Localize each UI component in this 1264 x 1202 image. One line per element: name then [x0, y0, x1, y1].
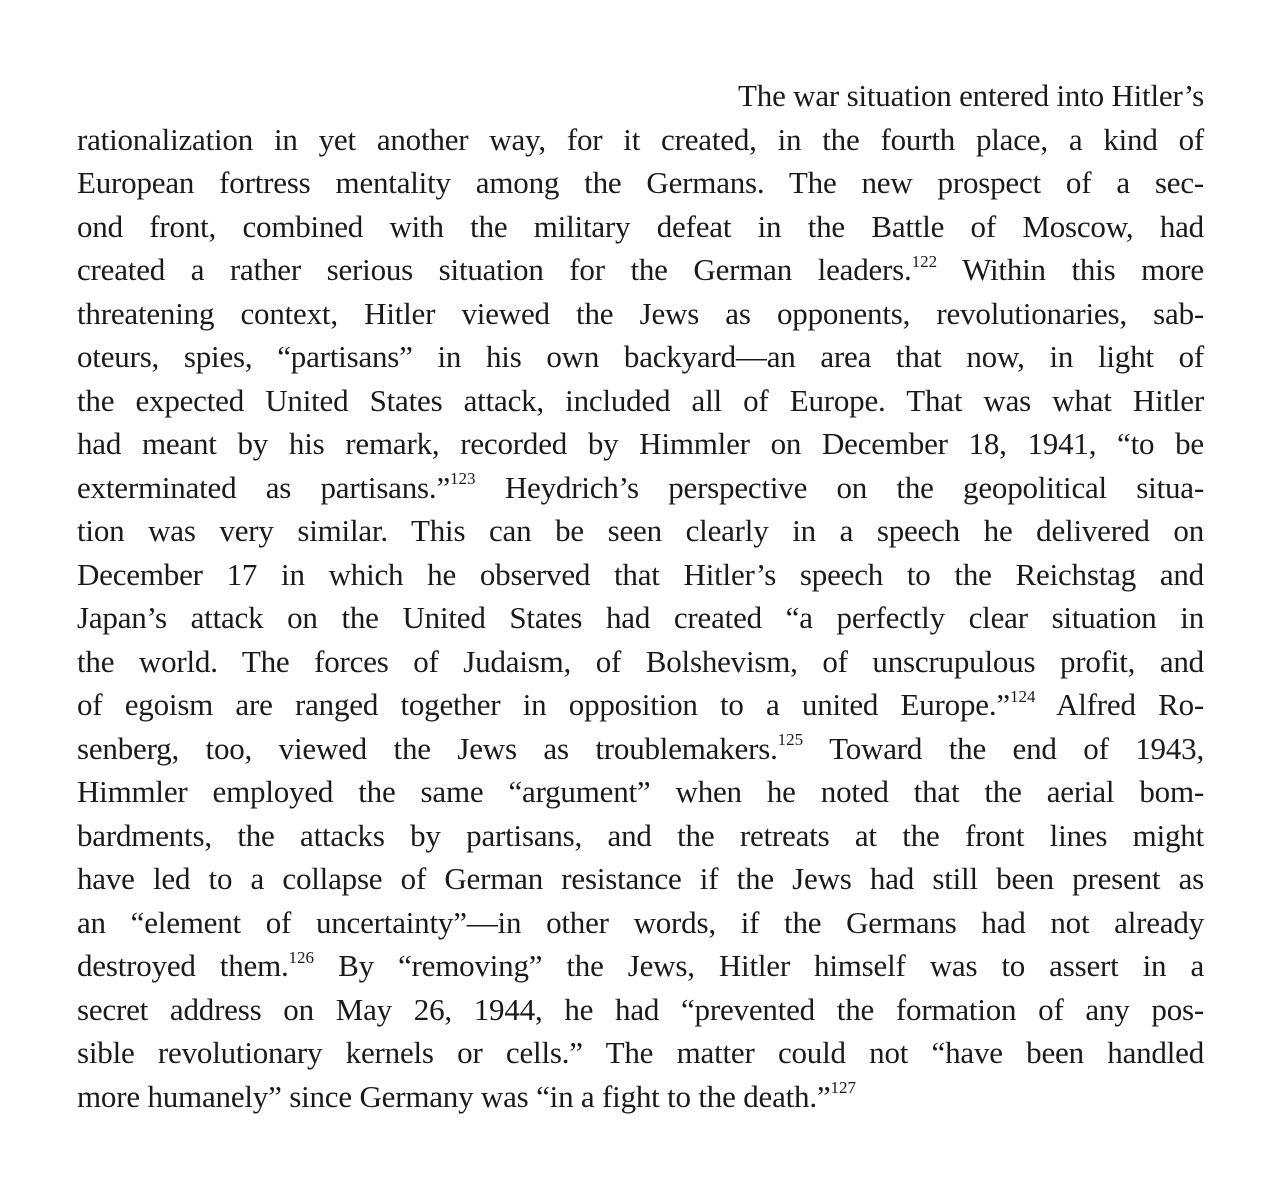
line-text: Toward the end of 1943,	[803, 730, 1204, 766]
line-text: exterminated as partisans.”	[77, 469, 451, 505]
text-line	[77, 466, 1204, 510]
line-text: sible revolutionary kernels or cells.” The matter could not “have been handled	[77, 1035, 1204, 1070]
text-line	[77, 770, 1204, 814]
text-line	[77, 727, 1204, 771]
text-line	[77, 379, 1204, 423]
footnote-reference[interactable]: 122	[911, 251, 938, 271]
line-text: ond front, combined with the military defeat in the Battle of Moscow, had	[77, 208, 1204, 244]
text-line	[77, 640, 1204, 684]
line-text: Himmler employed the same “argument” when he noted that the aerial bom-	[77, 774, 1204, 809]
text-line	[77, 1075, 1204, 1119]
line-text: The war situation entered into Hitler’s	[738, 78, 1204, 113]
text-line	[77, 161, 1204, 205]
line-text: bardments, the attacks by partisans, and the retreats at the front lines might	[77, 817, 1204, 853]
text-line	[77, 1031, 1204, 1075]
footnote-reference[interactable]: 125	[777, 730, 804, 750]
text-line	[77, 74, 1204, 118]
text-line	[77, 901, 1204, 945]
text-line	[77, 683, 1204, 727]
line-text: an “element of uncertainty”—in other words, if the Germans had not already	[77, 904, 1204, 940]
line-text: of egoism are ranged together in opposition to a united Europe.”	[77, 687, 1010, 722]
text-line	[77, 553, 1204, 597]
text-line	[77, 509, 1204, 553]
line-text: created a rather serious situation for the German leaders.	[77, 252, 912, 287]
line-text: secret address on May 26, 1944, he had “prevented the formation of any pos-	[77, 991, 1204, 1027]
text-line	[77, 857, 1204, 901]
line-text: senberg, too, viewed the Jews as troublemakers.	[77, 730, 778, 766]
line-text: Japan’s attack on the United States had created “a perfectly clear situation in	[77, 600, 1204, 635]
line-text: Heydrich’s perspective on the geopolitical situa-	[475, 469, 1204, 505]
line-text: European fortress mentality among the Germans. The new prospect of a sec-	[77, 165, 1204, 200]
text-line	[77, 814, 1204, 858]
line-text: threatening context, Hitler viewed the Jews as opponents, revolutionaries, sab-	[77, 295, 1204, 331]
line-text: December 17 in which he observed that Hitler’s speech to the Reichstag and	[77, 556, 1204, 592]
line-text: rationalization in yet another way, for it created, in the fourth place, a kind of	[77, 121, 1204, 157]
footnote-reference[interactable]: 127	[830, 1078, 856, 1098]
text-line	[77, 944, 1204, 988]
body-paragraph	[77, 74, 1204, 1118]
line-text: the expected United States attack, included all of Europe. That was what Hitler	[77, 382, 1204, 418]
text-line	[77, 118, 1204, 162]
line-text: have led to a collapse of German resistance if the Jews had still been present as	[77, 861, 1204, 896]
text-line	[77, 335, 1204, 379]
text-line	[77, 292, 1204, 336]
line-text: oteurs, spies, “partisans” in his own backyard—an area that now, in light of	[77, 339, 1204, 374]
line-text: destroyed them.	[77, 948, 289, 983]
text-line	[77, 596, 1204, 640]
line-text: the world. The forces of Judaism, of Bolshevism, of unscrupulous profit, and	[77, 643, 1204, 679]
line-text: Alfred Ro-	[1035, 687, 1204, 722]
line-text: tion was very similar. This can be seen clearly in a speech he delivered on	[77, 513, 1204, 548]
line-text: Within this more	[937, 252, 1204, 287]
footnote-reference[interactable]: 123	[450, 469, 476, 489]
line-text: more humanely” since Germany was “in a fight to the death.”	[77, 1078, 831, 1114]
footnote-reference[interactable]: 126	[288, 947, 315, 967]
line-text: had meant by his remark, recorded by Himmler on December 18, 1941, “to be	[77, 426, 1204, 461]
line-text: By “removing” the Jews, Hitler himself was to assert in a	[314, 948, 1204, 983]
footnote-reference[interactable]: 124	[1009, 686, 1036, 706]
text-line	[77, 248, 1204, 292]
text-line	[77, 205, 1204, 249]
text-line	[77, 988, 1204, 1032]
text-line	[77, 422, 1204, 466]
